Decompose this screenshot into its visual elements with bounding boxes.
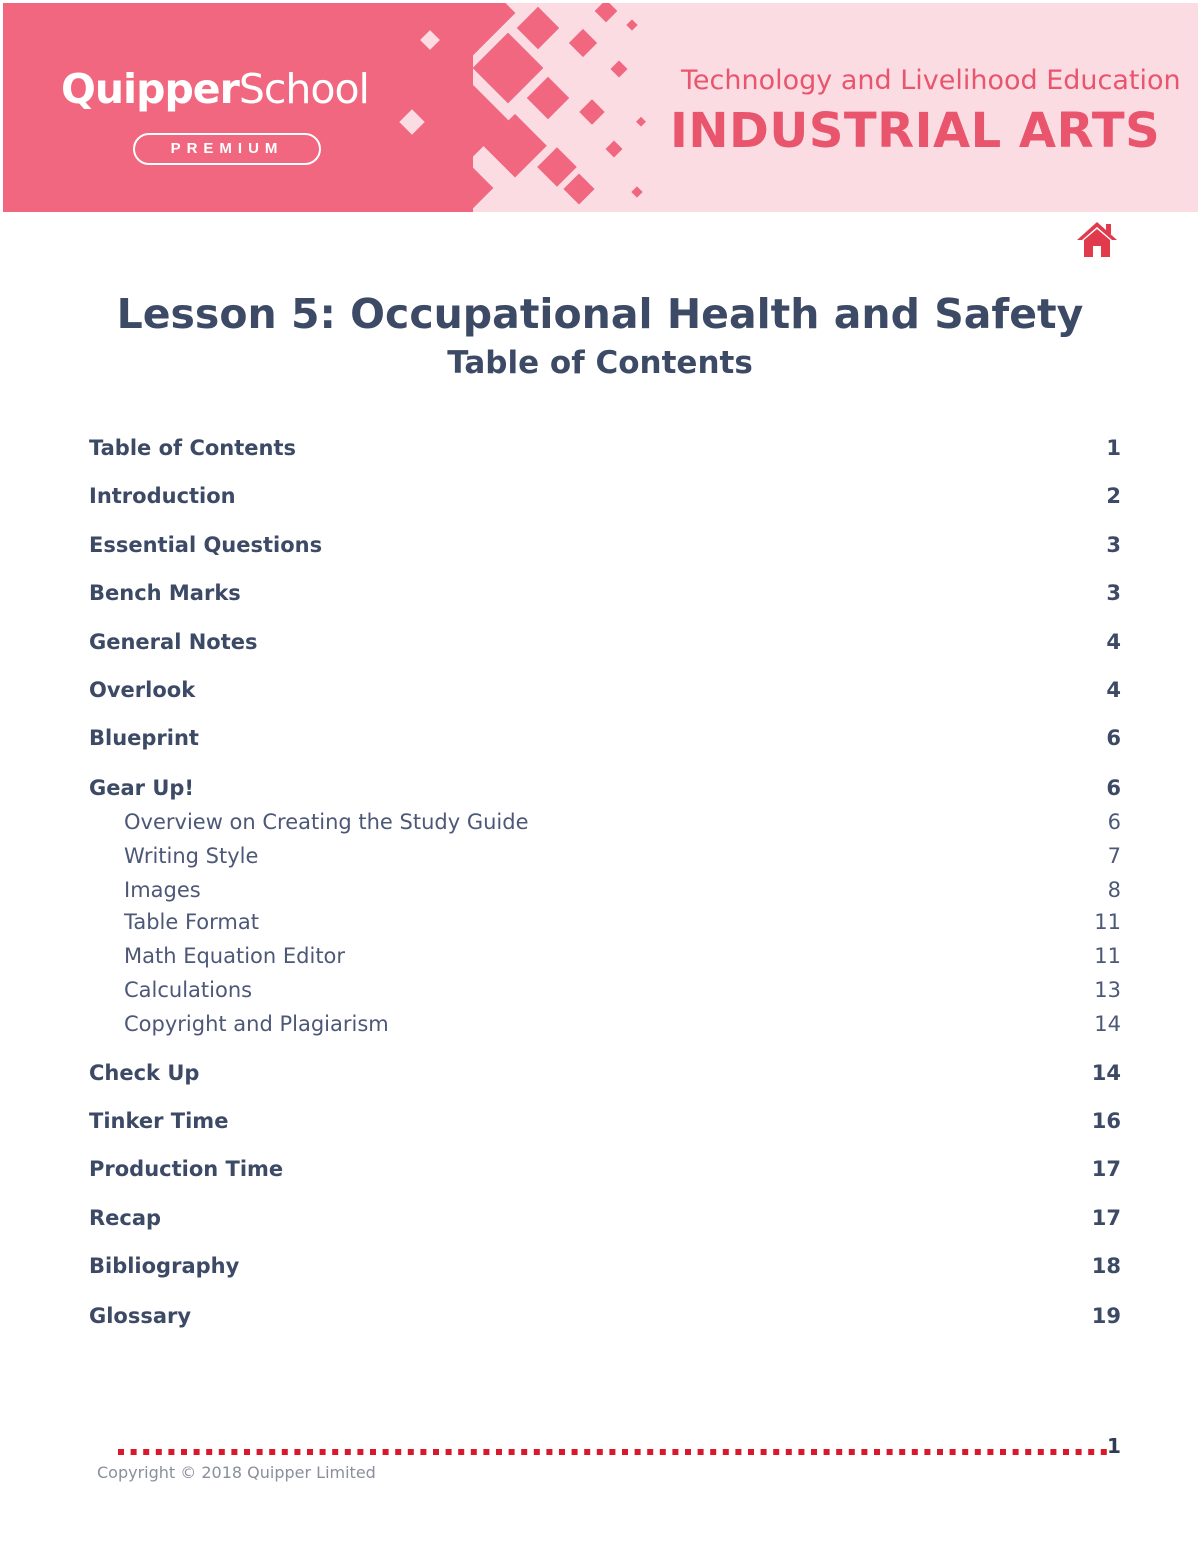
toc-entry-page: 13 <box>1094 978 1121 1002</box>
toc-entry-page: 19 <box>1091 1304 1121 1328</box>
toc-entry[interactable] <box>89 436 1121 460</box>
toc-entry-page: 8 <box>1107 878 1121 902</box>
toc-entry[interactable] <box>89 1206 1121 1230</box>
toc-entry-page: 7 <box>1107 844 1121 868</box>
toc-entry-page: 11 <box>1094 910 1121 934</box>
logo-light-text: School <box>238 65 369 113</box>
toc-entry-label: Math Equation Editor <box>124 944 346 968</box>
lesson-title: Lesson 5: Occupational Health and Safety <box>116 290 1084 338</box>
toc-entry-page: 17 <box>1091 1157 1121 1181</box>
toc-entry[interactable] <box>124 944 1121 968</box>
toc-entry[interactable] <box>89 1157 1121 1181</box>
toc-entry-page: 11 <box>1094 944 1121 968</box>
toc-entry[interactable] <box>124 844 1121 868</box>
toc-entry-label: Writing Style <box>124 844 259 868</box>
premium-badge: PREMIUM <box>133 133 321 165</box>
toc-entry[interactable] <box>89 1109 1121 1133</box>
logo-bold-text: Quipper <box>61 65 239 113</box>
toc-entry-label: Images <box>124 878 201 902</box>
toc-entry-label: Calculations <box>124 978 253 1002</box>
toc-entry-page: 4 <box>1106 630 1121 654</box>
toc-entry[interactable] <box>89 581 1121 605</box>
banner-diamond-pattern <box>383 3 683 212</box>
toc-entry-label: Bibliography <box>89 1254 240 1278</box>
toc-entry-page: 6 <box>1106 776 1121 800</box>
toc-entry[interactable] <box>124 910 1121 934</box>
toc-entry-page: 3 <box>1106 533 1121 557</box>
toc-entry-label: Bench Marks <box>89 581 241 605</box>
toc-entry[interactable] <box>89 776 1121 800</box>
toc-entry-label: Overview on Creating the Study Guide <box>124 810 529 834</box>
page-number: 1 <box>1107 1434 1121 1458</box>
quipper-school-logo[interactable] <box>61 65 369 113</box>
toc-entry-label: Introduction <box>89 484 236 508</box>
toc-entry-label: General Notes <box>89 630 258 654</box>
toc-entry-label: Glossary <box>89 1304 192 1328</box>
toc-entry[interactable] <box>89 678 1121 702</box>
toc-entry-page: 6 <box>1107 810 1121 834</box>
toc-entry-label: Overlook <box>89 678 196 702</box>
subject-title: INDUSTRIAL ARTS <box>670 103 1161 159</box>
toc-entry[interactable] <box>89 1254 1121 1278</box>
toc-entry-label: Blueprint <box>89 726 199 750</box>
toc-entry[interactable] <box>89 630 1121 654</box>
toc-heading: Table of Contents <box>447 345 753 381</box>
toc-entry-label: Recap <box>89 1206 162 1230</box>
toc-entry-page: 6 <box>1106 726 1121 750</box>
toc-entry[interactable] <box>89 726 1121 750</box>
toc-entry-label: Check Up <box>89 1061 200 1085</box>
toc-entry-label: Table Format <box>124 910 259 934</box>
toc-entry-page: 14 <box>1094 1012 1121 1036</box>
toc-entry-label: Tinker Time <box>89 1109 229 1133</box>
toc-entry[interactable] <box>89 484 1121 508</box>
toc-entry-label: Copyright and Plagiarism <box>124 1012 389 1036</box>
toc-entry-page: 1 <box>1106 436 1121 460</box>
home-icon[interactable] <box>1076 220 1118 258</box>
toc-entry[interactable] <box>124 1012 1121 1036</box>
header-banner <box>3 3 1198 212</box>
footer-dotted-line <box>118 1447 1108 1457</box>
toc-entry-page: 14 <box>1091 1061 1121 1085</box>
toc-entry-label: Production Time <box>89 1157 284 1181</box>
toc-entry[interactable] <box>89 533 1121 557</box>
copyright-text: Copyright © 2018 Quipper Limited <box>97 1463 376 1482</box>
toc-entry[interactable] <box>124 878 1121 902</box>
toc-entry-page: 3 <box>1106 581 1121 605</box>
toc-entry[interactable] <box>89 1304 1121 1328</box>
toc-entry-label: Essential Questions <box>89 533 323 557</box>
toc-entry[interactable] <box>124 810 1121 834</box>
toc-entry-page: 17 <box>1091 1206 1121 1230</box>
toc-entry-page: 18 <box>1091 1254 1121 1278</box>
toc-entry[interactable] <box>124 978 1121 1002</box>
toc-entry-page: 2 <box>1106 484 1121 508</box>
toc-entry-page: 16 <box>1091 1109 1121 1133</box>
toc-entry-page: 4 <box>1106 678 1121 702</box>
subject-line: Technology and Livelihood Education <box>681 65 1181 96</box>
toc-entry[interactable] <box>89 1061 1121 1085</box>
toc-entry-label: Table of Contents <box>89 436 297 460</box>
toc-entry-label: Gear Up! <box>89 776 194 800</box>
